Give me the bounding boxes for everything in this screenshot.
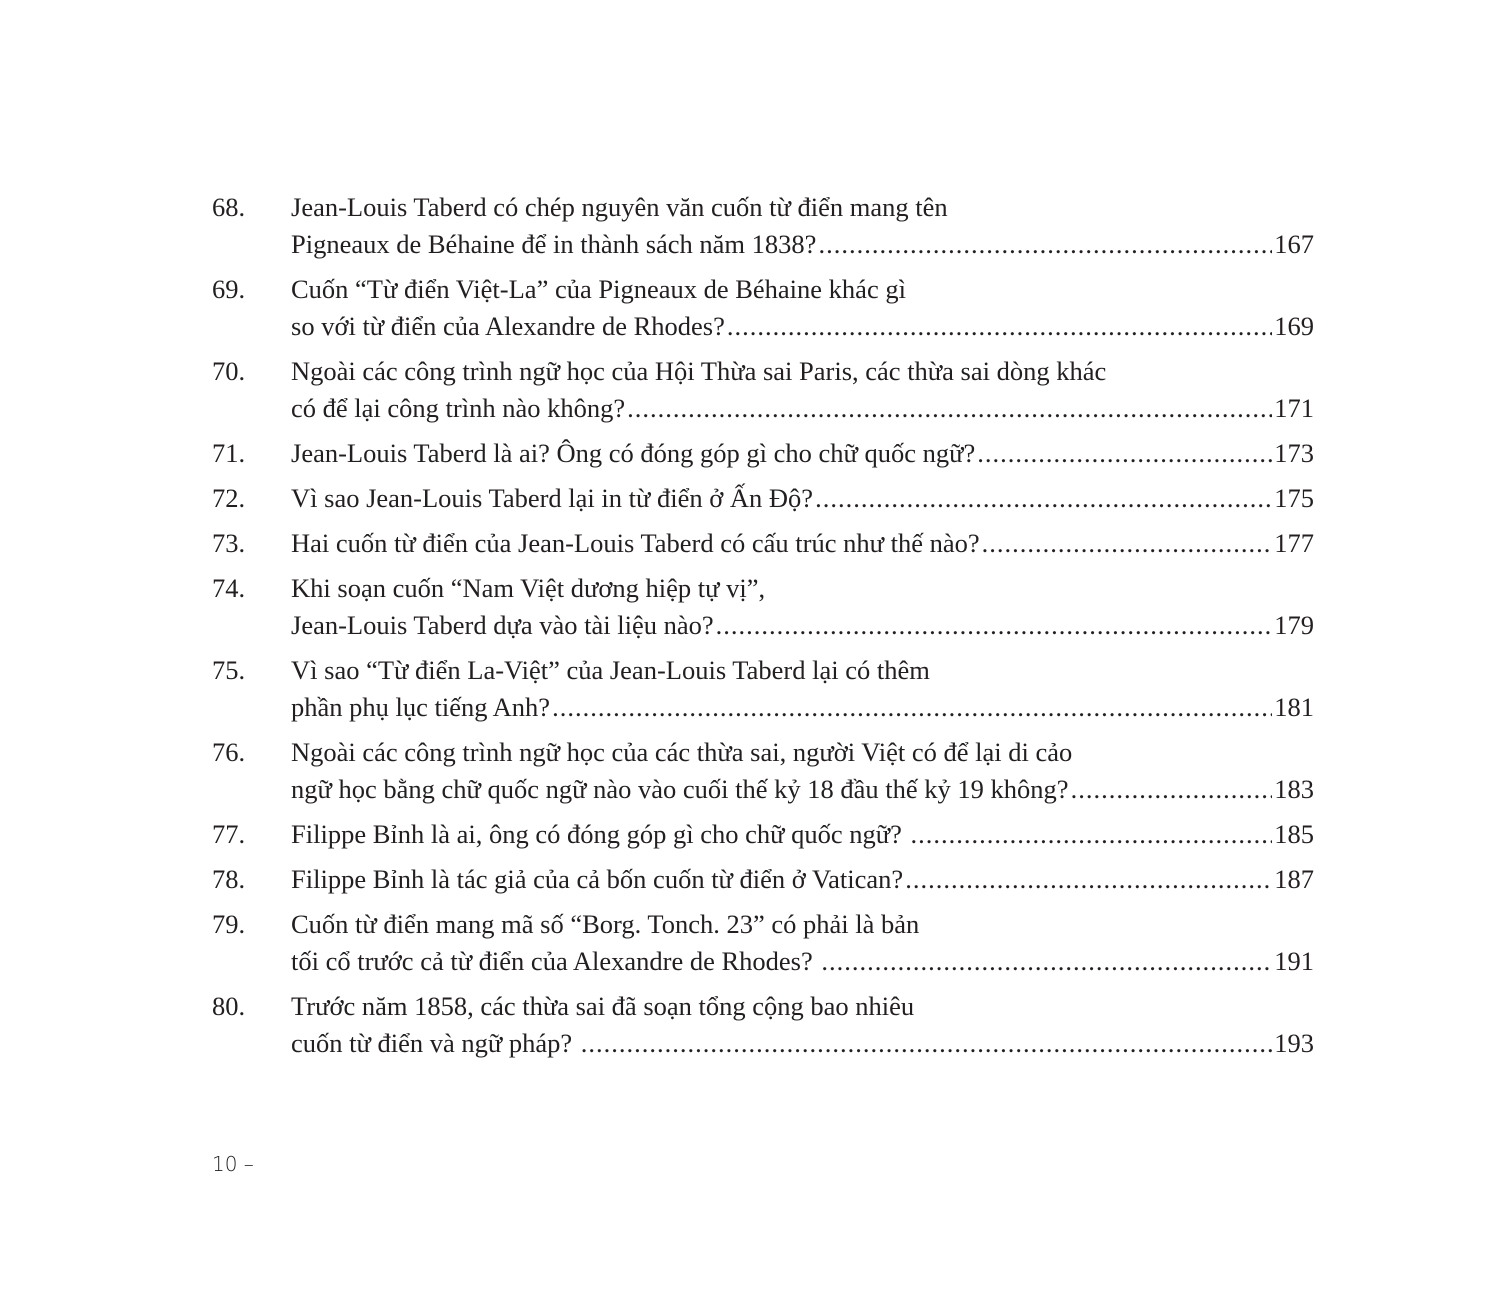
toc-entry[interactable] — [212, 906, 1314, 980]
dot-leader — [727, 308, 1272, 345]
entry-title-line: Jean-Louis Taberd dựa vào tài liệu nào? — [291, 610, 714, 640]
entry-last-line — [291, 226, 1314, 263]
entry-page-number: 171 — [1274, 393, 1314, 423]
entry-title-line: Jean-Louis Taberd là ai? Ông có đóng góp gì cho chữ quốc ngữ? — [291, 438, 976, 468]
entry-title-line: Cuốn “Từ điển Việt-La” của Pigneaux de Béhaine khác gì — [291, 274, 906, 304]
entry-title — [291, 525, 1314, 562]
entry-title — [291, 861, 1314, 898]
entry-number: 77. — [212, 819, 246, 849]
entry-number: 80. — [212, 991, 246, 1021]
entry-title — [291, 988, 1314, 1062]
entry-number: 68. — [212, 192, 246, 222]
toc-entry[interactable] — [212, 734, 1314, 808]
entry-page-number: 173 — [1274, 438, 1314, 468]
dot-leader — [911, 816, 1273, 853]
entry-title-line: cuốn từ điển và ngữ pháp? — [291, 1028, 579, 1058]
entry-number: 76. — [212, 737, 246, 767]
entry-last-line — [291, 861, 1314, 898]
entry-number: 69. — [212, 274, 246, 304]
entry-number: 74. — [212, 573, 246, 603]
entry-title-line: Jean-Louis Taberd có chép nguyên văn cuốn từ điển mang tên — [291, 192, 948, 222]
entry-number: 78. — [212, 864, 246, 894]
entry-number: 73. — [212, 528, 246, 558]
entry-title — [291, 480, 1314, 517]
entry-last-line — [291, 816, 1314, 853]
entry-last-line — [291, 607, 1314, 644]
toc-entry[interactable] — [212, 988, 1314, 1062]
toc-entry[interactable] — [212, 353, 1314, 427]
dot-leader — [818, 226, 1272, 263]
entry-last-line — [291, 480, 1314, 517]
entry-title — [291, 435, 1314, 472]
entry-title-line: Cuốn từ điển mang mã số “Borg. Tonch. 23” có phải là bản — [291, 909, 920, 939]
entry-title-line: Hai cuốn từ điển của Jean-Louis Taberd có cấu trúc như thế nào? — [291, 528, 980, 558]
table-of-contents — [212, 189, 1314, 1070]
entry-page-number: 187 — [1274, 864, 1314, 894]
entry-number: 72. — [212, 483, 246, 513]
entry-title — [291, 189, 1314, 263]
dot-leader — [1071, 771, 1273, 808]
toc-entry[interactable] — [212, 189, 1314, 263]
dot-leader — [716, 607, 1273, 644]
dot-leader — [821, 943, 1272, 980]
entry-last-line — [291, 771, 1314, 808]
toc-entry[interactable] — [212, 652, 1314, 726]
entry-page-number: 167 — [1274, 229, 1314, 259]
entry-title-line: có để lại công trình nào không? — [291, 393, 626, 423]
dot-leader — [581, 1025, 1272, 1062]
entry-title-line: phần phụ lục tiếng Anh? — [291, 692, 551, 722]
entry-page-number: 179 — [1274, 610, 1314, 640]
entry-page-number: 177 — [1274, 528, 1314, 558]
dot-leader — [982, 525, 1273, 562]
entry-last-line — [291, 435, 1314, 472]
entry-title — [291, 271, 1314, 345]
entry-last-line — [291, 308, 1314, 345]
entry-title — [291, 734, 1314, 808]
entry-title-line: Filippe Bỉnh là ai, ông có đóng góp gì cho chữ quốc ngữ? — [291, 819, 909, 849]
page-number: 10 – — [212, 1152, 254, 1176]
entry-number: 71. — [212, 438, 246, 468]
entry-title-line: ngữ học bằng chữ quốc ngữ nào vào cuối thế kỷ 18 đầu thế kỷ 19 không? — [291, 774, 1069, 804]
entry-number: 79. — [212, 909, 246, 939]
entry-page-number: 185 — [1274, 819, 1314, 849]
entry-title-line: tối cổ trước cả từ điển của Alexandre de Rhodes? — [291, 946, 820, 976]
entry-title-line: Vì sao “Từ điển La-Việt” của Jean-Louis Taberd lại có thêm — [291, 655, 930, 685]
dot-leader — [815, 480, 1272, 517]
entry-last-line — [291, 689, 1314, 726]
entry-title-line: Ngoài các công trình ngữ học của Hội Thừa sai Paris, các thừa sai dòng khác — [291, 356, 1107, 386]
entry-title — [291, 906, 1314, 980]
entry-number: 75. — [212, 655, 246, 685]
dot-leader — [552, 689, 1272, 726]
entry-title-line: Trước năm 1858, các thừa sai đã soạn tổng cộng bao nhiêu — [291, 991, 915, 1021]
entry-title — [291, 816, 1314, 853]
entry-title-line: Ngoài các công trình ngữ học của các thừa sai, người Việt có để lại di cảo — [291, 737, 1073, 767]
entry-last-line — [291, 943, 1314, 980]
entry-last-line — [291, 1025, 1314, 1062]
entry-page-number: 183 — [1274, 774, 1314, 804]
dot-leader — [977, 435, 1272, 472]
entry-title — [291, 570, 1314, 644]
entry-page-number: 193 — [1274, 1028, 1314, 1058]
entry-title-line: Vì sao Jean-Louis Taberd lại in từ điển ở Ấn Độ? — [291, 483, 814, 513]
toc-entry[interactable] — [212, 570, 1314, 644]
entry-page-number: 169 — [1274, 311, 1314, 341]
entry-number: 70. — [212, 356, 246, 386]
entry-title — [291, 652, 1314, 726]
entry-page-number: 181 — [1274, 692, 1314, 722]
toc-entry[interactable] — [212, 480, 1314, 517]
entry-title-line: Khi soạn cuốn “Nam Việt dương hiệp tự vị”, — [291, 573, 766, 603]
entry-last-line — [291, 390, 1314, 427]
toc-entry[interactable] — [212, 861, 1314, 898]
entry-title-line: Filippe Bỉnh là tác giả của cả bốn cuốn từ điển ở Vatican? — [291, 864, 904, 894]
entry-title-line: Pigneaux de Béhaine để in thành sách năm 1838? — [291, 229, 817, 259]
entry-last-line — [291, 525, 1314, 562]
toc-entry[interactable] — [212, 816, 1314, 853]
toc-entry[interactable] — [212, 525, 1314, 562]
dot-leader — [627, 390, 1272, 427]
entry-page-number: 175 — [1274, 483, 1314, 513]
entry-page-number: 191 — [1274, 946, 1314, 976]
toc-entry[interactable] — [212, 271, 1314, 345]
entry-title — [291, 353, 1314, 427]
dot-leader — [905, 861, 1272, 898]
entry-title-line: so với từ điển của Alexandre de Rhodes? — [291, 311, 725, 341]
toc-entry[interactable] — [212, 435, 1314, 472]
